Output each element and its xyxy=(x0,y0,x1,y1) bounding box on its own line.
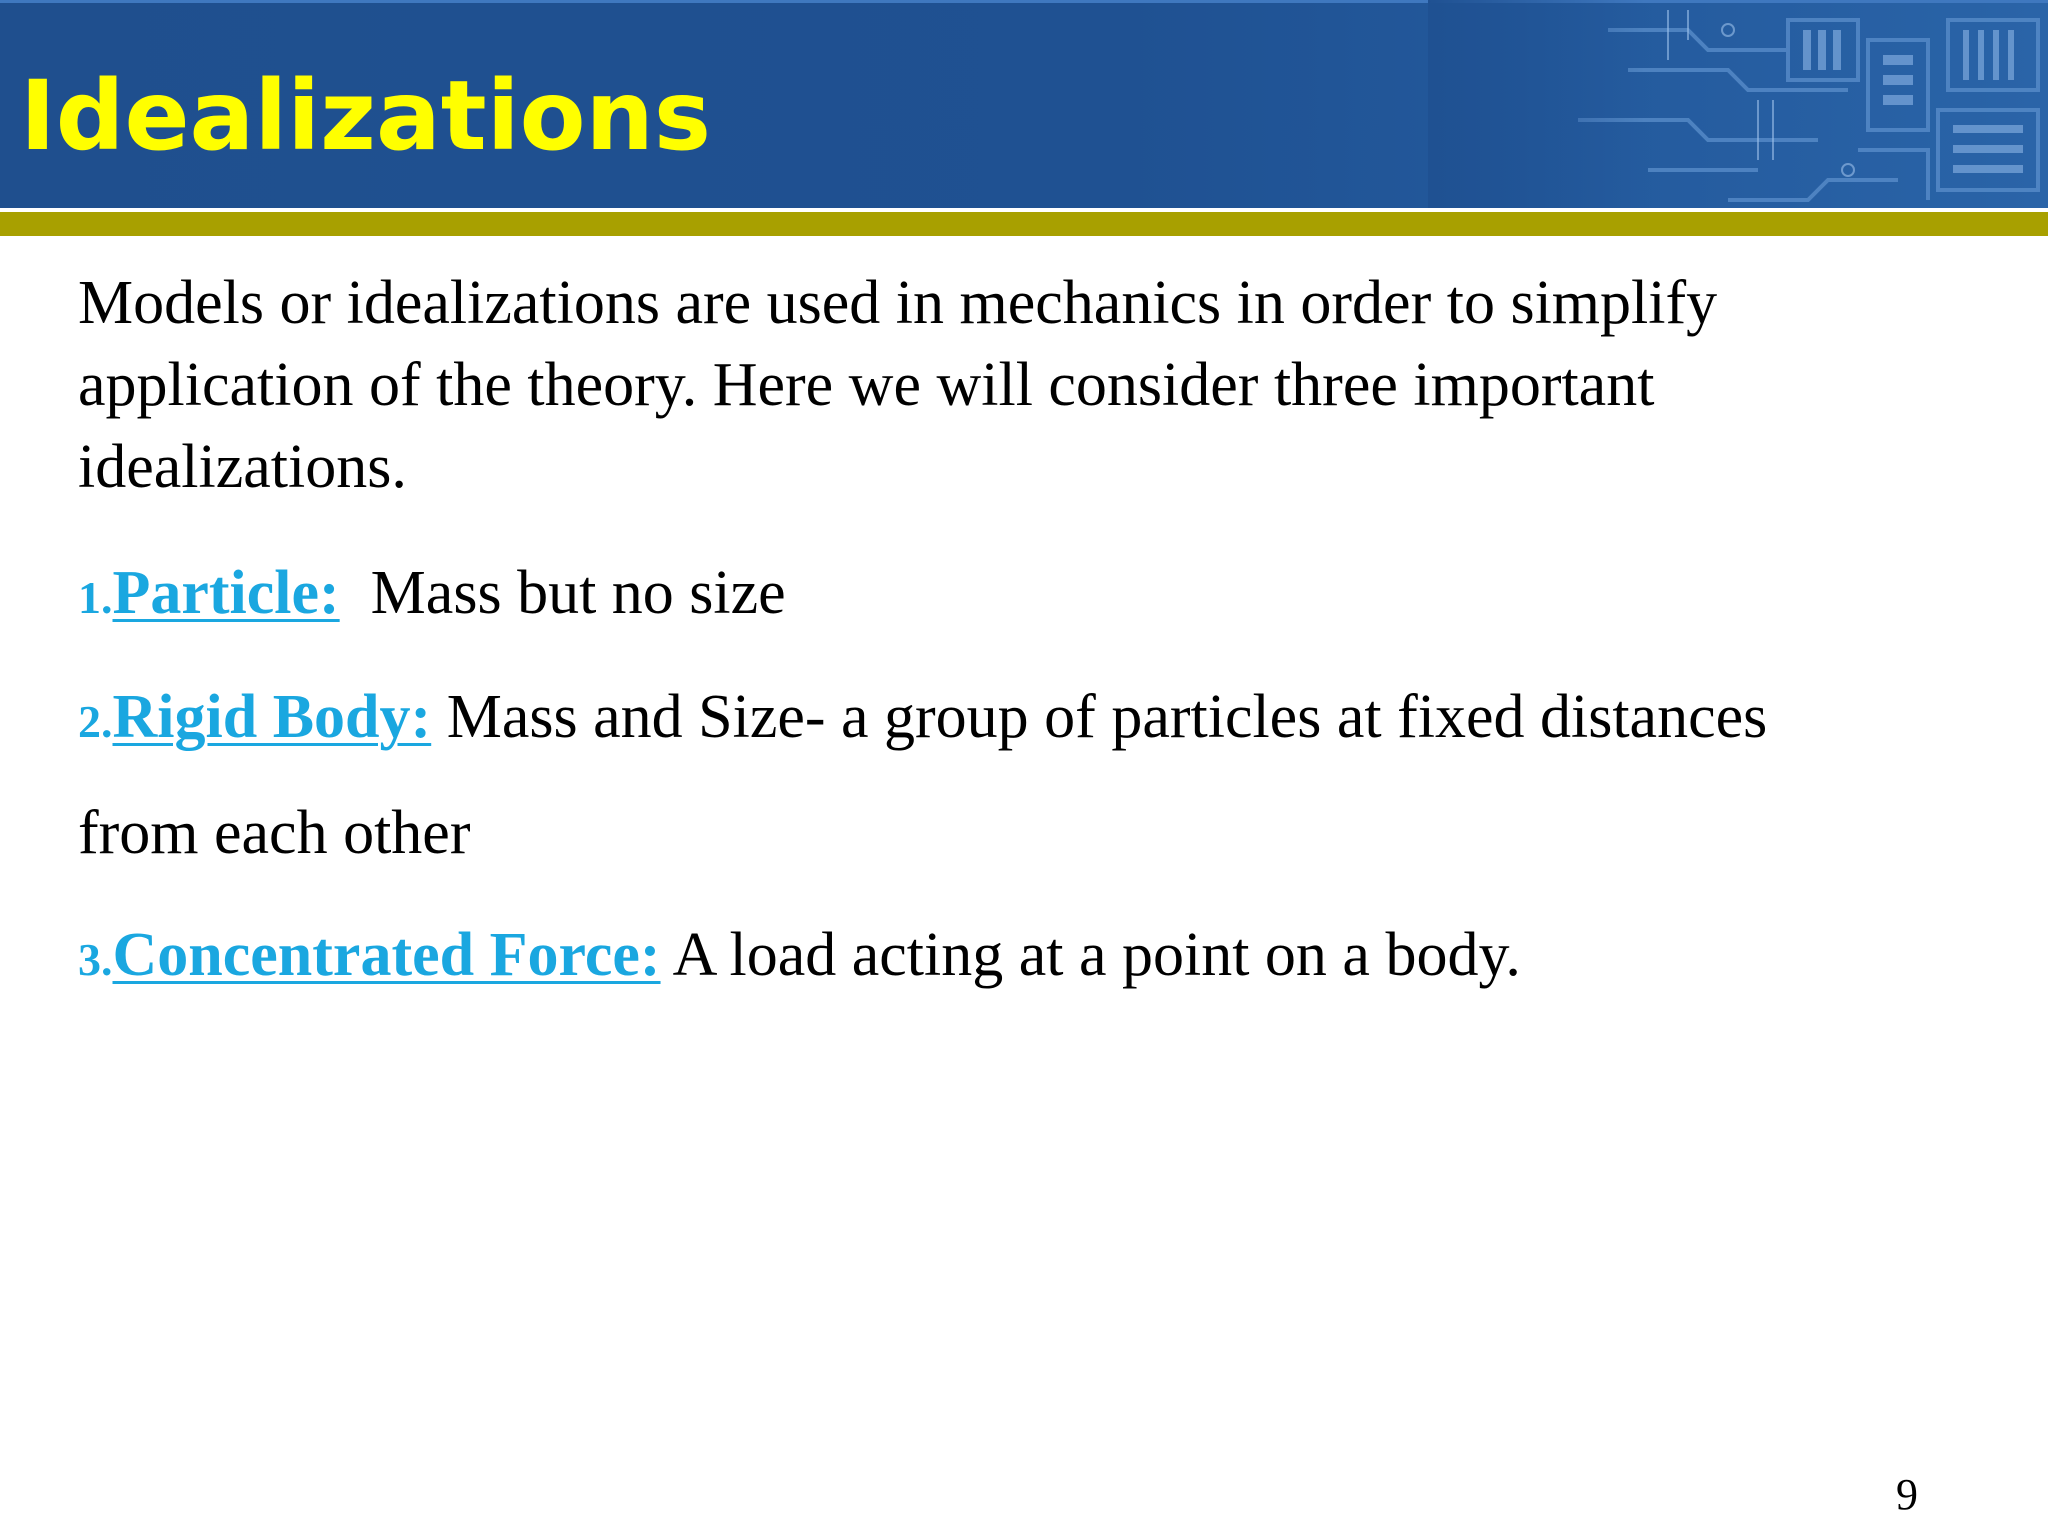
item-number: 1. xyxy=(78,572,113,623)
list-item-concentrated-force xyxy=(78,914,1521,1001)
list-item-rigid-body xyxy=(78,676,1767,763)
header-band xyxy=(0,0,2048,208)
item-term: Rigid Body: xyxy=(112,683,432,751)
item-description: Mass but no size xyxy=(339,559,786,627)
circuit-board-decoration xyxy=(1428,0,2048,208)
list-item-particle xyxy=(78,552,786,639)
slide-content xyxy=(78,262,1978,989)
intro-paragraph: Models or idealizations are used in mechanics in order to simplify application of the theory. Here we will consider three important idealizations. xyxy=(78,269,1718,501)
item-term: Particle: xyxy=(112,559,340,627)
item-number: 3. xyxy=(78,934,113,985)
list-item-rigid-body-continuation: from each other xyxy=(78,799,471,867)
item-number: 2. xyxy=(78,696,113,747)
slide-title: Idealizations xyxy=(20,60,712,172)
item-description: Mass and Size- a group of particles at fixed distances xyxy=(431,683,1768,751)
olive-accent-bar xyxy=(0,212,2048,236)
item-term: Concentrated Force: xyxy=(112,921,661,989)
item-description: A load acting at a point on a body. xyxy=(660,921,1521,989)
page-number: 9 xyxy=(1896,1470,1918,1519)
